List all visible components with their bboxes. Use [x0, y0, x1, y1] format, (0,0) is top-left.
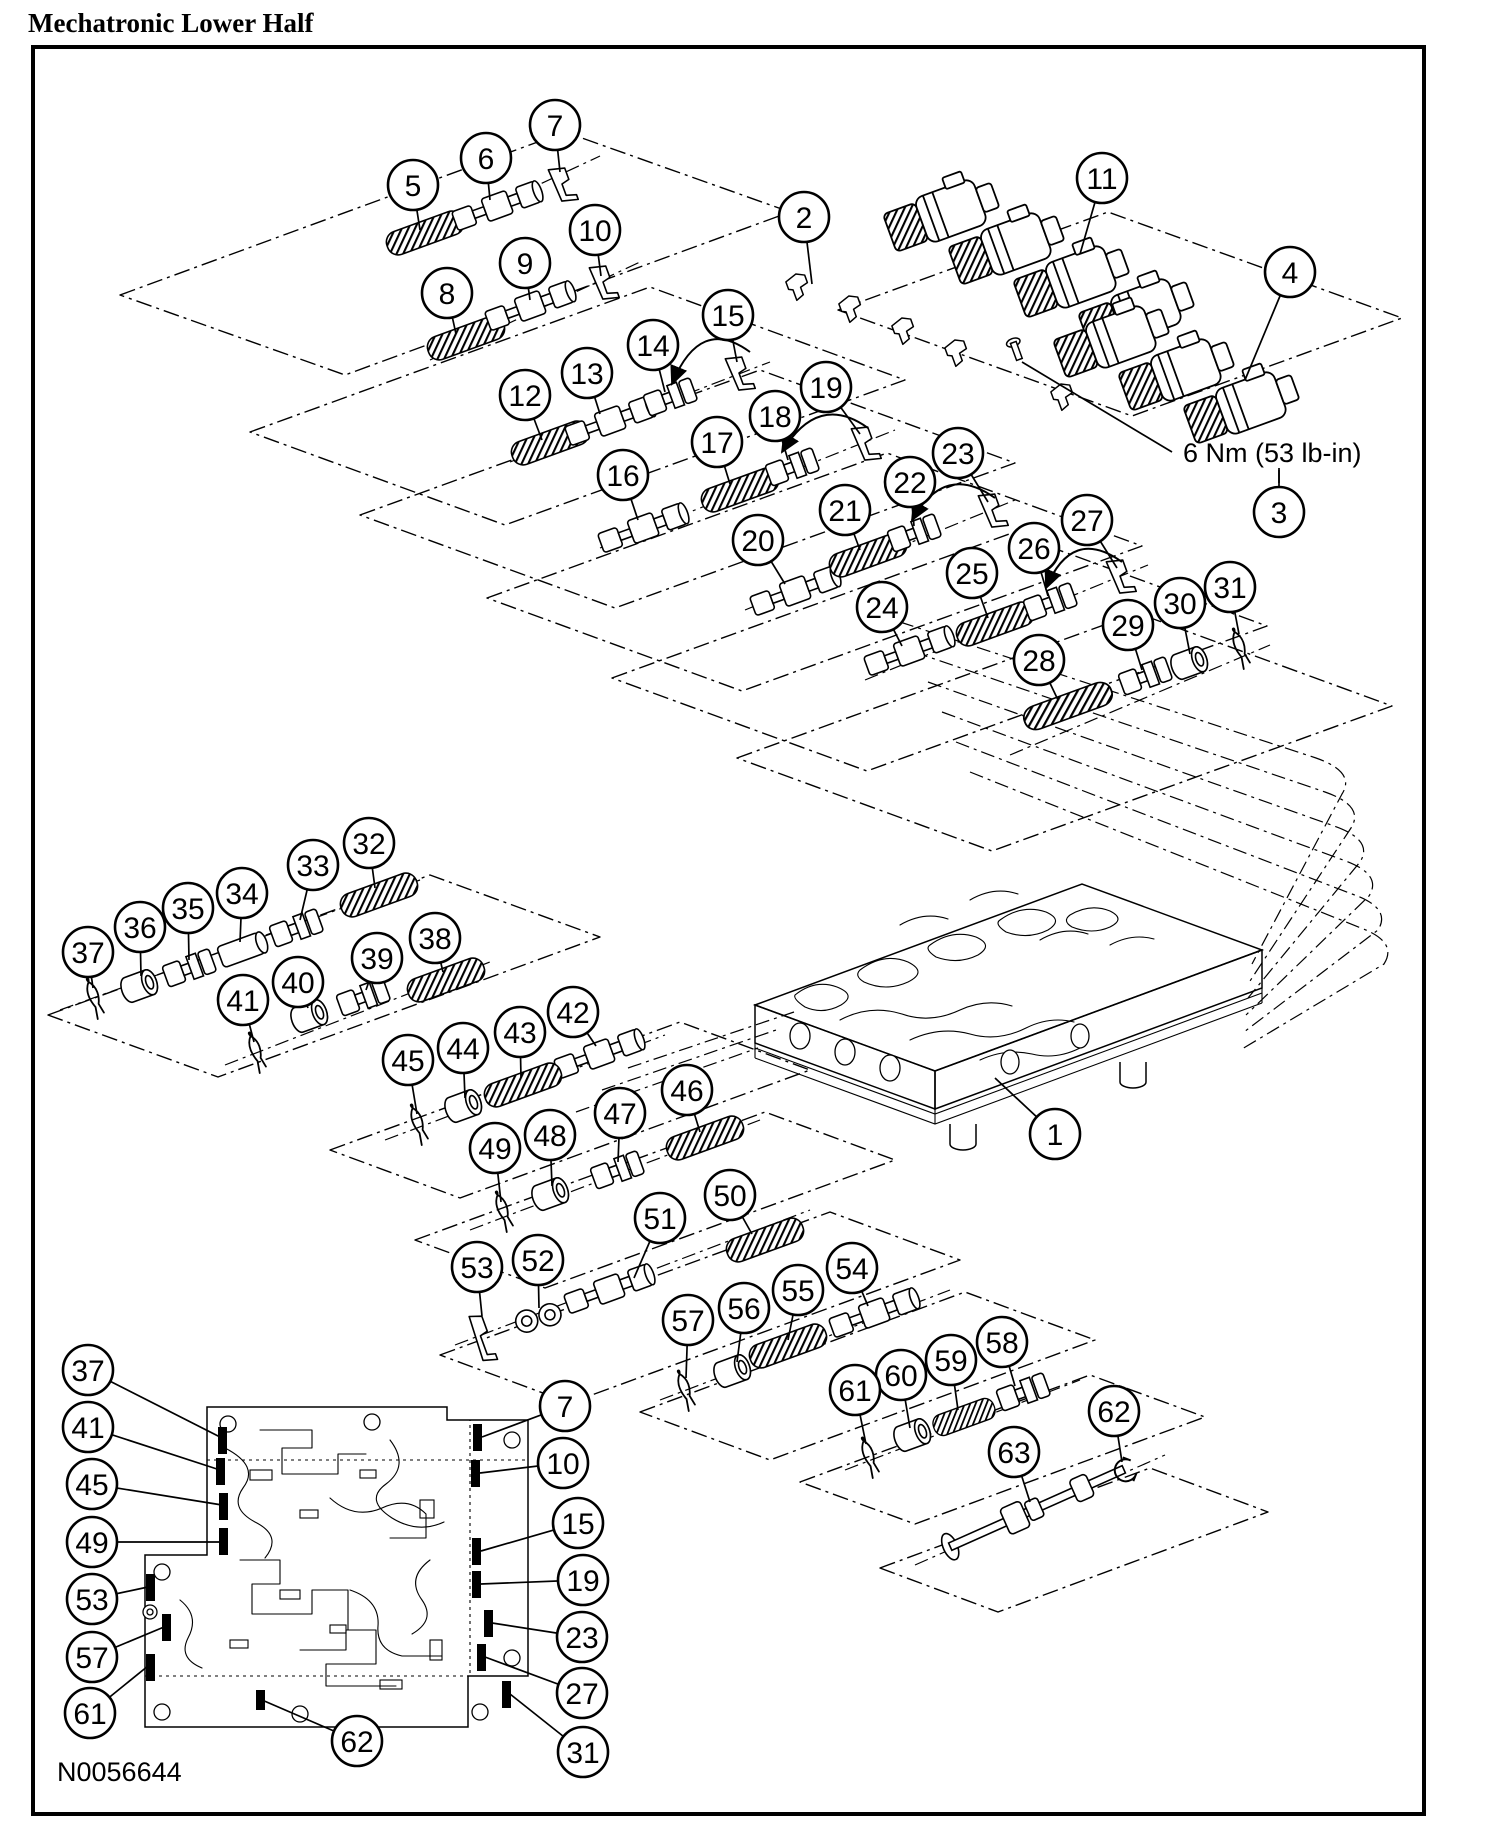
retainer-clip-icon: [589, 262, 619, 304]
callout-52: [513, 1235, 563, 1308]
callout-number: 23: [565, 1621, 599, 1655]
callout-19: [801, 362, 860, 434]
spool-valve-icon: [828, 1286, 923, 1340]
callout-58: [977, 1317, 1027, 1386]
valve-plug-icon: [764, 448, 819, 488]
callout-number: 16: [606, 459, 640, 493]
bore-plug-icon: [529, 1176, 572, 1213]
callout-number: 49: [75, 1526, 109, 1560]
callout-number: 46: [670, 1074, 704, 1108]
callout-44: [438, 1023, 488, 1098]
callout-31: [1205, 562, 1255, 634]
callout-number: 37: [71, 1354, 105, 1388]
callout-60: [876, 1350, 926, 1428]
callout-54: [827, 1243, 877, 1306]
callout-9: [500, 238, 550, 300]
callout-number: 11: [1086, 162, 1118, 196]
callout-number: 50: [713, 1179, 747, 1213]
callout-59: [926, 1335, 976, 1410]
callout-number: 17: [700, 426, 734, 460]
callout-number: 61: [73, 1697, 107, 1731]
callout-number: 12: [508, 379, 542, 413]
retainer-clip-icon: [548, 164, 578, 206]
cotter-pin-icon: [245, 1031, 268, 1073]
callout-number: 10: [578, 214, 612, 248]
callout-40: [273, 957, 323, 1008]
callout-number: 26: [1017, 532, 1051, 566]
callout-number: 7: [556, 1390, 574, 1424]
spool-valve-icon: [563, 1262, 658, 1316]
callout-16: [598, 450, 648, 520]
callout-53: [67, 1574, 148, 1624]
cotter-pin-icon: [492, 1190, 515, 1232]
callout-number: 55: [781, 1274, 815, 1308]
valve-plug-icon: [589, 1151, 644, 1191]
callout-number: 10: [546, 1447, 580, 1481]
callout-number: 52: [521, 1244, 555, 1278]
valve-plug-icon: [268, 909, 323, 949]
callout-number: 30: [1163, 587, 1197, 621]
callout-number: 41: [71, 1411, 105, 1445]
callout-number: 37: [71, 936, 105, 970]
callout-45: [383, 1035, 433, 1114]
callout-number: 33: [296, 849, 330, 883]
callout-number: 22: [893, 466, 927, 500]
callout-20: [733, 515, 785, 584]
callout-10: [480, 1438, 588, 1488]
bore-plug-icon: [711, 1353, 754, 1390]
callout-number: 9: [516, 247, 534, 281]
callout-number: 14: [636, 329, 670, 363]
callout-number: 23: [941, 437, 975, 471]
spool-valve-icon: [597, 501, 692, 555]
callout-number: 4: [1281, 256, 1299, 290]
callout-number: 56: [727, 1292, 761, 1326]
callout-27: [1062, 495, 1117, 568]
spool-valve-icon: [451, 179, 546, 233]
callout-number: 60: [884, 1359, 918, 1393]
shaft-icon: [938, 1457, 1129, 1563]
callout-15: [481, 1498, 603, 1551]
callout-33: [288, 840, 338, 920]
callout-number: 27: [1070, 504, 1104, 538]
bracket-icon: [837, 293, 864, 323]
callout-number: 47: [603, 1097, 637, 1131]
callout-number: 57: [671, 1304, 705, 1338]
callout-number: 38: [418, 922, 452, 956]
cotter-pin-icon: [407, 1103, 430, 1145]
callout-number: 62: [340, 1725, 374, 1759]
bore-plug-icon: [442, 1088, 485, 1125]
callout-number: 18: [758, 400, 792, 434]
callout-number: 53: [75, 1583, 109, 1617]
spring-icon: [1021, 679, 1116, 733]
callout-12: [500, 370, 550, 440]
callout-7: [530, 100, 580, 172]
callout-29: [1103, 600, 1153, 670]
callout-6: [461, 133, 511, 200]
callout-number: 5: [404, 169, 422, 203]
callout-number: 62: [1097, 1395, 1131, 1429]
callout-41: [218, 975, 268, 1042]
callout-26: [1009, 523, 1059, 596]
callout-50: [705, 1170, 755, 1234]
callout-18: [750, 391, 800, 460]
callout-48: [525, 1110, 575, 1186]
callout-number: 20: [741, 524, 775, 558]
callout-number: 7: [546, 109, 564, 143]
callout-number: 42: [556, 996, 590, 1030]
callout-15: [703, 290, 753, 362]
valve-plug-icon: [995, 1373, 1050, 1413]
callout-8: [422, 268, 472, 334]
valve-body: [755, 884, 1262, 1150]
callout-number: 34: [225, 877, 259, 911]
callout-23: [933, 428, 988, 502]
callout-number: 58: [985, 1326, 1019, 1360]
callout-number: 25: [955, 557, 989, 591]
spring-icon: [404, 955, 487, 1005]
callout-4: [1245, 247, 1315, 380]
callout-2: [779, 192, 829, 284]
callout-14: [628, 320, 678, 392]
callout-53: [452, 1242, 502, 1316]
callout-number: 8: [438, 277, 456, 311]
valve-sleeve-icon: [217, 930, 271, 967]
callout-number: 59: [934, 1344, 968, 1378]
callout-10: [570, 205, 620, 276]
bracket-icon: [890, 315, 917, 345]
callout-17: [692, 417, 742, 484]
callout-number: 31: [1213, 571, 1247, 605]
callout-19: [481, 1555, 608, 1605]
callout-number: 28: [1022, 644, 1056, 678]
callout-62: [262, 1700, 382, 1766]
callout-number: 61: [838, 1374, 872, 1408]
callout-number: 21: [828, 494, 862, 528]
callout-number: 31: [566, 1736, 600, 1770]
callout-number: 53: [460, 1251, 494, 1285]
callout-61: [830, 1365, 880, 1444]
callout-number: 19: [566, 1564, 600, 1598]
oil-channel-lines: [576, 622, 1388, 1112]
spring-icon: [481, 1060, 564, 1110]
callout-34: [217, 868, 267, 942]
spring-icon: [723, 1215, 806, 1265]
valve-plug-icon: [1022, 583, 1077, 623]
callout-3: [1254, 470, 1304, 537]
page-title: Mechatronic Lower Half: [28, 8, 314, 38]
callout-30: [1155, 578, 1205, 654]
callout-number: 32: [352, 827, 386, 861]
callout-number: 40: [281, 966, 315, 1000]
callout-number: 29: [1111, 609, 1145, 643]
callout-28: [1014, 635, 1064, 700]
callout-47: [595, 1088, 645, 1162]
callout-number: 49: [478, 1132, 512, 1166]
callout-24: [857, 582, 907, 646]
callout-number: 41: [226, 984, 260, 1018]
spring-icon: [337, 870, 420, 920]
callout-13: [562, 348, 612, 414]
callout-39: [352, 933, 402, 990]
bore-plug-icon: [118, 968, 161, 1005]
callout-45: [67, 1459, 222, 1509]
drawing-number: N0056644: [57, 1757, 182, 1787]
torque-label: 6 Nm (53 lb-in): [1183, 438, 1362, 468]
callout-number: 2: [795, 201, 813, 235]
callout-49: [470, 1123, 520, 1202]
callout-number: 48: [533, 1119, 567, 1153]
retainer-bracket-icon: [467, 1312, 497, 1364]
callout-35: [163, 883, 213, 960]
spool-valve-icon: [749, 564, 844, 618]
callout-number: 45: [75, 1468, 109, 1502]
callout-number: 19: [809, 371, 843, 405]
callout-7: [482, 1381, 590, 1437]
callout-number: 6: [477, 142, 495, 176]
callout-number: 57: [75, 1641, 109, 1675]
callout-number: 24: [865, 591, 899, 625]
callout-number: 63: [997, 1436, 1031, 1470]
callout-number: 13: [570, 357, 604, 391]
callout-32: [344, 818, 394, 888]
callout-number: 1: [1046, 1118, 1064, 1152]
callout-number: 39: [360, 942, 394, 976]
callout-42: [548, 987, 598, 1046]
callout-36: [115, 902, 165, 976]
solenoid-bank: [878, 163, 1303, 448]
callout-number: 54: [835, 1252, 869, 1286]
bore-plug-icon: [891, 1417, 934, 1454]
bracket-icon: [784, 271, 811, 301]
bracket-icon: [943, 337, 970, 367]
callout-number: 27: [565, 1677, 599, 1711]
callout-number: 15: [711, 299, 745, 333]
callout-38: [410, 913, 460, 972]
callout-number: 44: [446, 1032, 480, 1066]
callout-number: 45: [391, 1044, 425, 1078]
screw-icon: [1005, 336, 1026, 361]
callout-number: 3: [1270, 496, 1288, 530]
separator-plate: [143, 1407, 528, 1727]
callout-1: [995, 1078, 1080, 1159]
callout-63: [989, 1427, 1039, 1502]
spring-icon: [663, 1113, 746, 1163]
callout-number: 35: [171, 892, 205, 926]
callout-11: [1077, 153, 1127, 254]
callout-number: 15: [561, 1507, 595, 1541]
valve-plug-icon: [642, 378, 697, 418]
callout-21: [820, 485, 870, 550]
spring-icon: [930, 1396, 998, 1438]
callout-number: 43: [503, 1016, 537, 1050]
callout-number: 51: [643, 1202, 677, 1236]
callout-number: 36: [123, 911, 157, 945]
